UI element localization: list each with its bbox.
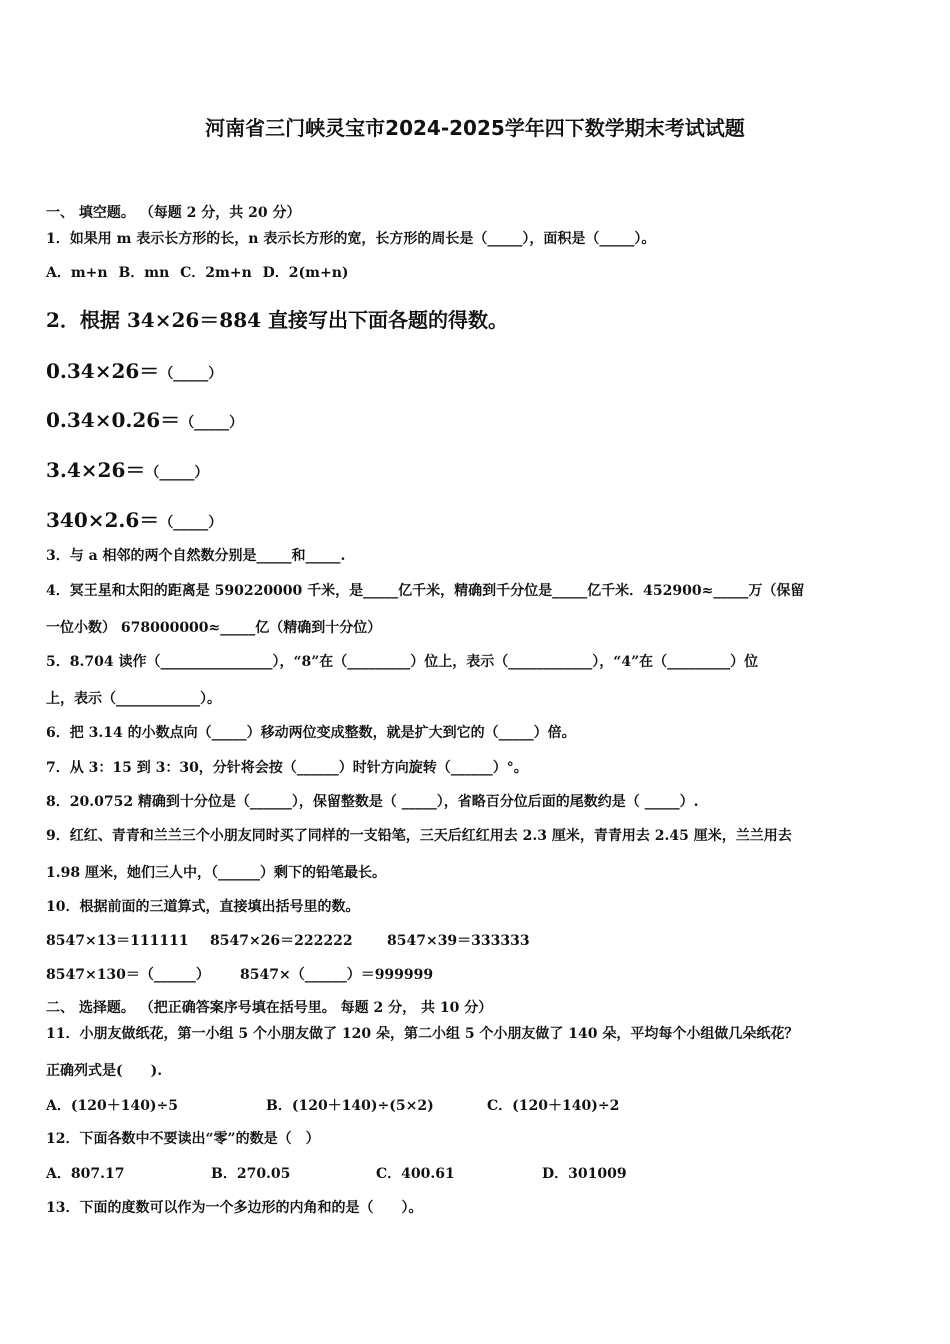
option-c: C．(120＋140)÷2 <box>487 1098 620 1114</box>
equation: 8547×26＝222222 <box>210 933 353 949</box>
equation-blank: 8547×（______）＝999999 <box>240 967 434 983</box>
question-13: 13．下面的度数可以作为一个多边形的内角和的是（ ）。 <box>46 1200 423 1216</box>
question-3: 3．与 a 相邻的两个自然数分别是_____和_____. <box>46 548 346 564</box>
question-2-stem: 2．根据 34×26＝884 直接写出下面各题的得数。 <box>46 308 509 332</box>
question-8: 8．20.0752 精确到十分位是（______），保留整数是（ _____），省略百分位后面的尾数约是（ _____）. <box>46 794 699 810</box>
option-c: C．400.61 <box>376 1166 455 1182</box>
question-11-line-1: 11．小朋友做纸花，第一小组 5 个小朋友做了 120 朵，第二小组 5 个小朋友做了 140 朵，平均每个小组做几朵纸花？ <box>46 1026 799 1042</box>
section-1-heading: 一、 填空题。 （每题 2 分，共 20 分） <box>46 205 301 221</box>
question-10-stem: 10．根据前面的三道算式，直接填出括号里的数。 <box>46 899 360 915</box>
answer-blank: （_____） <box>180 415 244 431</box>
question-7: 7．从 3：15 到 3：30，分针将会按（______）时针方向旋转（______）°。 <box>46 760 528 776</box>
question-9-line-1: 9．红红、青青和兰兰三个小朋友同时买了同样的一支铅笔，三天后红红用去 2.3 厘米，青青用去 2.45 厘米，兰兰用去 <box>46 828 792 844</box>
question-5-line-1: 5．8.704 读作（________________），“8”在（_________）位上，表示（____________），“4”在（_________）位 <box>46 654 759 670</box>
question-2-expression: 0.34×0.26＝ <box>46 408 181 432</box>
question-1-options: A．m+n B．mn C．2m+n D．2(m+n) <box>46 265 349 281</box>
section-2-heading: 二、 选择题。 （把正确答案序号填在括号里。 每题 2 分， 共 10 分） <box>46 1000 493 1016</box>
option-d: D．301009 <box>542 1166 627 1182</box>
question-9-line-2: 1.98 厘米，她们三人中，（______）剩下的铅笔最长。 <box>46 865 386 881</box>
equation: 8547×13＝111111 <box>46 933 189 949</box>
option-a: A．(120＋140)÷5 <box>46 1098 179 1114</box>
question-4-line-2: 一位小数） 678000000≈_____亿（精确到十分位） <box>46 620 382 636</box>
question-6: 6．把 3.14 的小数点向（_____）移动两位变成整数，就是扩大到它的（_____）倍。 <box>46 725 576 741</box>
question-5-line-2: 上，表示（____________）。 <box>46 691 221 707</box>
question-2-expression: 340×2.6＝ <box>46 508 160 532</box>
question-4-line-1: 4．冥王星和太阳的距离是 590220000 千米，是_____亿千米，精确到千分位是_____亿千米．452900≈_____万（保留 <box>46 583 805 599</box>
question-12: 12．下面各数中不要读出“零”的数是（ ） <box>46 1131 320 1147</box>
question-2-item <box>46 504 222 533</box>
question-1: 1．如果用 m 表示长方形的长，n 表示长方形的宽，长方形的周长是（_____），面积是（_____）。 <box>46 231 656 247</box>
question-2-item <box>46 355 222 384</box>
option-b: B．270.05 <box>211 1166 291 1182</box>
answer-blank: （_____） <box>159 366 223 382</box>
answer-blank: （_____） <box>159 515 223 531</box>
question-11-line-2: 正确列式是( ). <box>46 1063 163 1079</box>
option-b: B．(120＋140)÷(5×2) <box>266 1098 434 1114</box>
question-2-item <box>46 404 243 433</box>
question-2-item <box>46 454 208 483</box>
equation-blank: 8547×130＝（______） <box>46 967 210 983</box>
equation: 8547×39＝333333 <box>387 933 530 949</box>
question-2-expression: 0.34×26＝ <box>46 359 160 383</box>
option-a: A．807.17 <box>46 1166 125 1182</box>
page-title: 河南省三门峡灵宝市2024-2025学年四下数学期末考试试题 <box>205 116 745 140</box>
answer-blank: （_____） <box>145 465 209 481</box>
question-2-expression: 3.4×26＝ <box>46 458 146 482</box>
